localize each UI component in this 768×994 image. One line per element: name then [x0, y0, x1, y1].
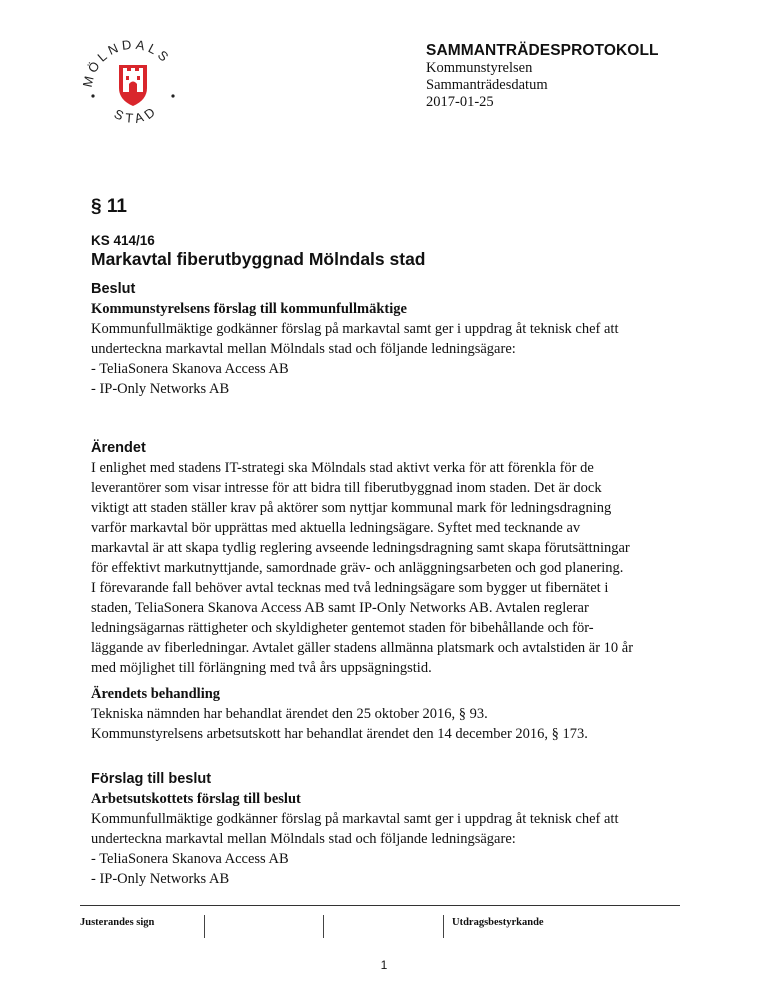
signature-box-divider: [443, 915, 444, 938]
signature-box-divider: [204, 915, 205, 938]
molndals-stad-logo: [78, 38, 188, 130]
forslag-heading: Förslag till beslut: [91, 771, 212, 787]
logo-bottom-text: STAD: [111, 102, 161, 127]
header-date-label: Sammanträdesdatum: [426, 77, 548, 93]
arendet-text: I enlighet med stadens IT-strategi ska Mölndals stad aktivt verka för att förenkla för de leverantörer som visar intresse för att bidra till fiberutbyggnad inom staden. Det är dock viktigt att staden ställer krav på aktörer som nyttjar kommunal mark för ledningsdragning varför markavtal bör upprättas med aktuella ledningsägare. Syftet med tecknande av markavtal är att skapa tydlig reglering avseende ledningsdragning samt skapa förutsättningar för effektivt markutnyttjande, samordnade gräv- och anläggningsarbeten och god planering. I förevarande fall behöver avtal tecknas med två ledningsägare som bygger ut fibernätet i staden, TeliaSonera Skanova Access AB samt IP-Only Networks AB. Avtalen reglerar ledningsägarnas rättigheter och skyldigheter gentemot staden för bibehållande och för- läggande av fiberledningar. Avtalet gäller stadens allmänna platsmark och avtalstiden är 10 år med möjlighet till förlängning med två års uppsägningstid.: [91, 460, 634, 676]
footer-divider: [80, 905, 680, 906]
document-type: SAMMANTRÄDESPROTOKOLL: [426, 42, 659, 59]
signature-box-divider: [323, 915, 324, 938]
paragraph-number: § 11: [91, 196, 127, 217]
beslut-subheading: Kommunstyrelsens förslag till kommunfullmäktige: [91, 301, 407, 317]
section-arendet: [91, 438, 691, 678]
beslut-heading: Beslut: [91, 281, 136, 297]
behandling-text: Tekniska nämnden har behandlat ärendet den 25 oktober 2016, § 93. Kommunstyrelsens arbetsutskott har behandlat ärendet den 14 december 2016, § 173.: [91, 706, 588, 742]
section-behandling: [91, 684, 691, 744]
header-org: Kommunstyrelsen: [426, 60, 533, 76]
footer-utdragsbestyrkande: Utdragsbestyrkande: [452, 917, 544, 928]
forslag-subheading: Arbetsutskottets förslag till beslut: [91, 791, 301, 807]
logo-top-text: MÖLNDALS: [79, 38, 174, 89]
section-forslag: [91, 769, 691, 889]
header-date: 2017-01-25: [426, 94, 494, 110]
forslag-text: Kommunfullmäktige godkänner förslag på markavtal samt ger i uppdrag åt teknisk chef att underteckna markavtal mellan Mölndals stad och följande ledningsägare: - TeliaSonera Skanova Access AB - IP-Only Networks AB: [91, 811, 619, 887]
document-header: [426, 42, 659, 111]
page-number: 1: [380, 958, 388, 972]
page-title: Markavtal fiberutbyggnad Mölndals stad: [91, 249, 426, 269]
case-number: KS 414/16: [91, 233, 155, 248]
beslut-text: Kommunfullmäktige godkänner förslag på markavtal samt ger i uppdrag åt teknisk chef att underteckna markavtal mellan Mölndals stad och följande ledningsägare: - TeliaSonera Skanova Access AB - IP-Only Networks AB: [91, 321, 619, 397]
section-beslut: [91, 279, 691, 399]
arendet-heading: Ärendet: [91, 440, 146, 456]
behandling-subheading: Ärendets behandling: [91, 686, 221, 702]
footer-justerandes-sign: Justerandes sign: [80, 917, 155, 928]
